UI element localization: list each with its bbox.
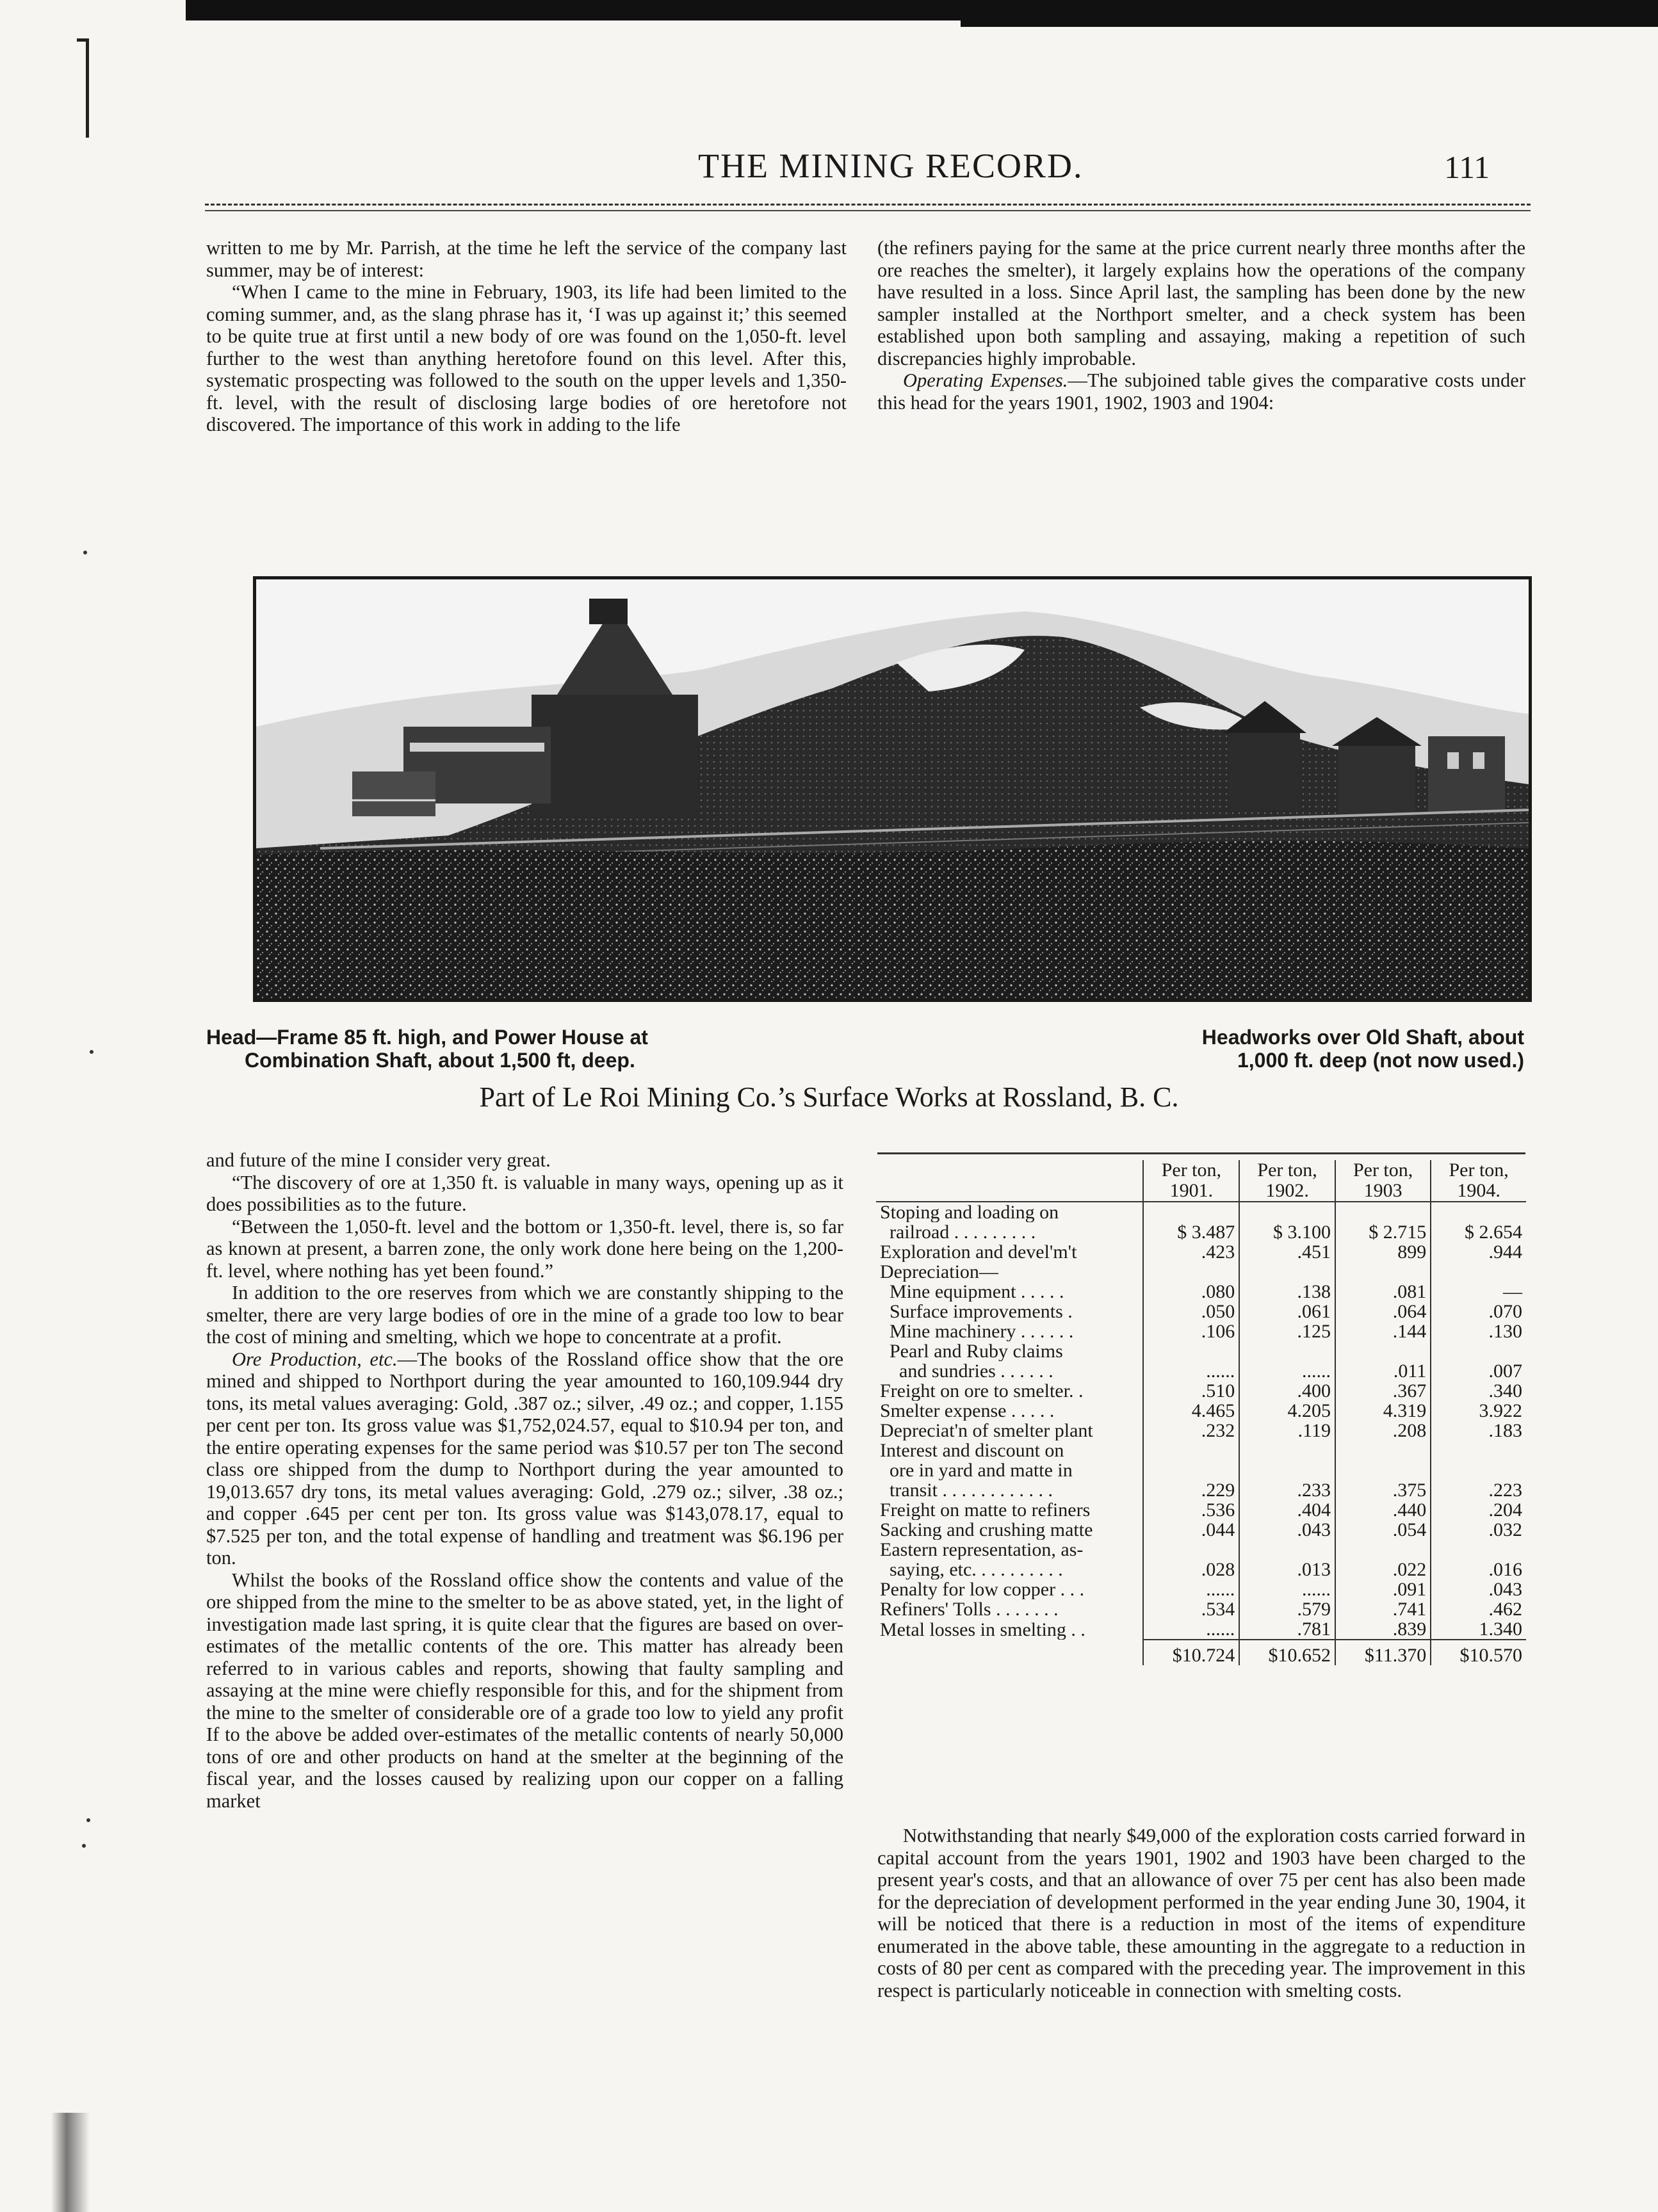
paragraph: “The discovery of ore at 1,350 ft. is valuable in many ways, opening up as it does possibilities as to the future. <box>206 1171 843 1215</box>
table-row <box>876 1579 1526 1599</box>
cell-value <box>1239 1441 1335 1460</box>
scan-top-edge <box>186 0 1658 20</box>
cell-value <box>1239 1540 1335 1560</box>
scan-speck <box>90 1050 93 1054</box>
table-row <box>876 1599 1526 1619</box>
section-heading: Operating Expenses. <box>903 369 1068 391</box>
scan-top-edge-lower <box>961 20 1658 27</box>
cell-value: .944 <box>1431 1242 1526 1262</box>
cell-value <box>1143 1262 1239 1282</box>
header-rule <box>205 204 1531 206</box>
table-row <box>876 1321 1526 1341</box>
cell-value <box>1431 1441 1526 1460</box>
scan-binding-shadow <box>51 2113 90 2212</box>
cell-value: .044 <box>1143 1520 1239 1540</box>
cell-value <box>1335 1262 1431 1282</box>
table-row <box>876 1282 1526 1302</box>
cell-value: .204 <box>1431 1500 1526 1520</box>
cell-value: .144 <box>1335 1321 1431 1341</box>
table-row <box>876 1500 1526 1520</box>
row-label: Refiners' Tolls . . . . . . . <box>880 1599 1059 1619</box>
total-value: $10.724 <box>1143 1640 1239 1665</box>
table-row <box>876 1520 1526 1540</box>
paragraph: “Between the 1,050-ft. level and the bottom or 1,350-ft. level, there is, so far as known at present, a barren zone, the only work done here being on the 1,200-ft. level, where nothing has yet been found.” <box>206 1215 843 1282</box>
cell-value: 4.319 <box>1335 1401 1431 1421</box>
year-header: 1901. <box>1143 1181 1239 1202</box>
row-label: Penalty for low copper . . . <box>880 1579 1085 1599</box>
cell-value: 4.465 <box>1143 1401 1239 1421</box>
mine-surface-works-photo <box>253 576 1532 1002</box>
cell-value: .839 <box>1335 1619 1431 1640</box>
cell-value <box>1143 1441 1239 1460</box>
photo-caption-right: Headworks over Old Shaft, about 1,000 ft. deep (not now used.) <box>1201 1026 1524 1072</box>
table-row <box>876 1421 1526 1441</box>
table-row <box>876 1401 1526 1421</box>
row-label: Depreciation— <box>880 1262 998 1282</box>
cell-value: .223 <box>1431 1480 1526 1500</box>
cell-value: .054 <box>1335 1520 1431 1540</box>
right-column-bottom <box>877 1825 1525 2001</box>
cell-value: .367 <box>1335 1381 1431 1401</box>
table-row <box>876 1341 1526 1361</box>
cell-value: .229 <box>1143 1480 1239 1500</box>
photo-caption-left: Head—Frame 85 ft. high, and Power House at Combination Shaft, about 1,500 ft, deep. <box>206 1026 648 1072</box>
paragraph: (the refiners paying for the same at the price current nearly three months after the ore reaches the smelter), it largely explains how the operations of the company have resulted in a loss. Since April last, the sampling has been done by the new sampler installed at the Northport smelter, and a check system has been established upon both sampling and assaying, making a repetition of such discrepancies highly improbable. <box>877 237 1525 369</box>
cell-value: 1.340 <box>1431 1619 1526 1640</box>
cell-value: 4.205 <box>1239 1401 1335 1421</box>
cell-value: $ 3.100 <box>1239 1222 1335 1242</box>
running-header <box>0 146 1658 191</box>
cell-value <box>1431 1202 1526 1222</box>
cell-value: ...... <box>1143 1361 1239 1381</box>
table-row <box>876 1381 1526 1401</box>
photo-title: Part of Le Roi Mining Co.’s Surface Works at Rossland, B. C. <box>479 1081 1179 1113</box>
cell-value: 3.922 <box>1431 1401 1526 1421</box>
cell-value: .781 <box>1239 1619 1335 1640</box>
row-label: Mine machinery . . . . . . <box>880 1321 1074 1341</box>
cell-value <box>1431 1341 1526 1361</box>
table-row <box>876 1480 1526 1500</box>
table-row <box>876 1242 1526 1262</box>
year-header: 1903 <box>1335 1181 1431 1202</box>
cell-value: .340 <box>1431 1381 1526 1401</box>
cell-value: .050 <box>1143 1302 1239 1321</box>
cell-value: .400 <box>1239 1381 1335 1401</box>
page-number: 111 <box>1444 149 1490 185</box>
table-row <box>876 1202 1526 1222</box>
cell-value: — <box>1431 1282 1526 1302</box>
row-label: Depreciat'n of smelter plant <box>880 1421 1093 1441</box>
cell-value <box>1143 1202 1239 1222</box>
cell-value: $ 3.487 <box>1143 1222 1239 1242</box>
row-label: saying, etc. . . . . . . . . . <box>880 1560 1063 1579</box>
cell-value <box>1143 1540 1239 1560</box>
cell-value: .232 <box>1143 1421 1239 1441</box>
cell-value <box>1239 1262 1335 1282</box>
totals-row <box>876 1640 1526 1665</box>
cell-value: .011 <box>1335 1361 1431 1381</box>
cell-value: .183 <box>1431 1421 1526 1441</box>
cell-value <box>1335 1441 1431 1460</box>
photo-illustration <box>256 579 1529 999</box>
cell-value: .081 <box>1335 1282 1431 1302</box>
row-label: Freight on ore to smelter. . <box>880 1381 1084 1401</box>
cell-value: ...... <box>1239 1361 1335 1381</box>
table-rule-top <box>877 1152 1525 1154</box>
cell-value: .061 <box>1239 1302 1335 1321</box>
table-row <box>876 1441 1526 1460</box>
cell-value <box>1431 1262 1526 1282</box>
col-header: Per ton, <box>1143 1160 1239 1181</box>
cell-value: .375 <box>1335 1480 1431 1500</box>
row-label: Exploration and devel'm't <box>880 1242 1077 1262</box>
total-value: $11.370 <box>1335 1640 1431 1665</box>
row-label: and sundries . . . . . . <box>880 1361 1053 1381</box>
table-row <box>876 1560 1526 1579</box>
cell-value: .536 <box>1143 1500 1239 1520</box>
paragraph: written to me by Mr. Parrish, at the time he left the service of the company last summer, may be of interest: <box>206 237 847 281</box>
row-label: Interest and discount on <box>880 1441 1064 1460</box>
cell-value <box>1431 1540 1526 1560</box>
year-header: 1902. <box>1239 1181 1335 1202</box>
cell-value: .016 <box>1431 1560 1526 1579</box>
cell-value: .440 <box>1335 1500 1431 1520</box>
left-column-bottom <box>206 1149 843 1812</box>
right-column-top <box>877 237 1525 414</box>
cell-value: .208 <box>1335 1421 1431 1441</box>
cell-value: .741 <box>1335 1599 1431 1619</box>
paragraph: Whilst the books of the Rossland office show the contents and value of the ore shipped from the mine to the smelter to be as above stated, yet, in the light of investigation made last spring, it is quite clear that the figures are based on over-estimates of the metallic contents of the ore. This matter has already been referred to in various cables and reports, showing that faulty sampling and assaying at the mine were chiefly responsible for this, and for the shipment from the mine to the smelter of considerable ore of a grade too low to yield any profit If to the above be added over-estimates of the metallic contents of nearly 50,000 tons of ore and other products on hand at the smelter at the beginning of the fiscal year, and the losses caused by realizing upon our copper on a falling market <box>206 1569 843 1812</box>
cell-value: .022 <box>1335 1560 1431 1579</box>
paragraph: “When I came to the mine in February, 1903, its life had been limited to the coming summer, and, as the slang phrase has it, ‘I was up against it;’ this seemed to be quite true at first until a new body of ore was found on the 1,050-ft. level further to the west than anything heretofore found on this level. After this, systematic prospecting was followed to the south on the upper levels and 1,350-ft. level, with the result of disclosing large bodies of ore heretofore not discovered. The importance of this work in adding to the life <box>206 281 847 435</box>
scan-corner-mark <box>77 38 89 138</box>
row-label: Eastern representation, as- <box>880 1540 1084 1560</box>
cell-value: .106 <box>1143 1321 1239 1341</box>
cell-value <box>1335 1341 1431 1361</box>
cell-value: .423 <box>1143 1242 1239 1262</box>
col-header: Per ton, <box>1431 1160 1526 1181</box>
table-row <box>876 1540 1526 1560</box>
cell-value: .091 <box>1335 1579 1431 1599</box>
cell-value: .130 <box>1431 1321 1526 1341</box>
scan-speck <box>86 1818 90 1822</box>
cell-value: .119 <box>1239 1421 1335 1441</box>
paragraph: In addition to the ore reserves from which we are constantly shipping to the smelter, there are very large bodies of ore in the mine of a grade too low to bear the cost of mining and smelting, which we hope to concentrate at a profit. <box>206 1282 843 1348</box>
table-row <box>876 1222 1526 1242</box>
cell-value: .013 <box>1239 1560 1335 1579</box>
operating-expenses-paragraph: Operating Expenses.—The subjoined table gives the comparative costs under this head for the years 1901, 1902, 1903 and 1904: <box>877 369 1525 414</box>
cell-value: ...... <box>1143 1579 1239 1599</box>
cost-table-wrap <box>876 1160 1526 1665</box>
scan-speck <box>82 1844 86 1848</box>
table-row <box>876 1302 1526 1321</box>
cell-value: .043 <box>1239 1520 1335 1540</box>
row-label: ore in yard and matte in <box>880 1460 1073 1480</box>
cell-value: ...... <box>1239 1579 1335 1599</box>
cell-value: .007 <box>1431 1361 1526 1381</box>
cell-value <box>1239 1341 1335 1361</box>
row-label: Stoping and loading on <box>880 1202 1059 1222</box>
scan-speck <box>83 551 87 554</box>
cell-value: $ 2.715 <box>1335 1222 1431 1242</box>
table-row <box>876 1460 1526 1480</box>
left-column-top <box>206 237 847 436</box>
cell-value: .510 <box>1143 1381 1239 1401</box>
row-label: Sacking and crushing matte <box>880 1520 1093 1540</box>
cell-value: .462 <box>1431 1599 1526 1619</box>
cost-table <box>876 1160 1526 1665</box>
cell-value <box>1431 1460 1526 1480</box>
cell-value: .064 <box>1335 1302 1431 1321</box>
cell-value <box>1143 1341 1239 1361</box>
total-value: $10.570 <box>1431 1640 1526 1665</box>
cell-value <box>1239 1202 1335 1222</box>
cell-value: .028 <box>1143 1560 1239 1579</box>
cell-value: .125 <box>1239 1321 1335 1341</box>
cell-value: .032 <box>1431 1520 1526 1540</box>
cell-value <box>1335 1202 1431 1222</box>
cell-value: 899 <box>1335 1242 1431 1262</box>
cell-value: .451 <box>1239 1242 1335 1262</box>
cell-value <box>1239 1460 1335 1480</box>
cell-value: $ 2.654 <box>1431 1222 1526 1242</box>
row-label: railroad . . . . . . . . . <box>880 1222 1036 1242</box>
cell-value: .579 <box>1239 1599 1335 1619</box>
year-header: 1904. <box>1431 1181 1526 1202</box>
table-row <box>876 1619 1526 1640</box>
row-label: Freight on matte to refiners <box>880 1500 1091 1520</box>
row-label: Surface improvements . <box>880 1302 1073 1321</box>
cell-value: .080 <box>1143 1282 1239 1302</box>
ore-production-paragraph: Ore Production, etc.—The books of the Rossland office show that the ore mined and shipped to Northport during the year amounted to 160,109.944 dry tons, its metal values averaging: Gold, .387 oz.; silver, .49 oz.; and copper, 1.155 per cent per ton. Its gross value was $1,752,024.57, equal to $10.94 per ton, and the entire operating expenses for the same period was $10.57 per ton The second class ore shipped from the dump to Northport during the year amounted to 19,013.657 dry tons, its metal values averaging: Gold, .279 oz.; silver, .38 oz.; and copper .645 per cent per ton. Its gross value was $143,078.17, equal to $7.525 per ton, and the total expense of handling and treatment was $6.196 per ton. <box>206 1348 844 1569</box>
row-label: Mine equipment . . . . . <box>880 1282 1064 1302</box>
journal-title: THE MINING RECORD. <box>698 147 1084 185</box>
cell-value <box>1143 1460 1239 1480</box>
cell-value: ...... <box>1143 1619 1239 1640</box>
cell-value: .043 <box>1431 1579 1526 1599</box>
cell-value: .233 <box>1239 1480 1335 1500</box>
row-label: Metal losses in smelting . . <box>880 1619 1085 1640</box>
table-row <box>876 1262 1526 1282</box>
cell-value <box>1335 1460 1431 1480</box>
section-heading: Ore Production, etc. <box>232 1348 398 1370</box>
table-row <box>876 1361 1526 1381</box>
cell-value <box>1335 1540 1431 1560</box>
col-header: Per ton, <box>1335 1160 1431 1181</box>
paragraph: Notwithstanding that nearly $49,000 of the exploration costs carried forward in capital account from the years 1901, 1902 and 1903 have been charged to the present year's costs, and that an allowance of over 75 per cent has also been made for the depreciation of development performed in the year ending June 30, 1904, it will be noticed that there is a reduction in most of the items of expenditure enumerated in the above table, these amounting in the aggregate to a reduction in costs of 80 per cent as compared with the preceding year. The improvement in this respect is particularly noticeable in connection with smelting costs. <box>877 1825 1525 2001</box>
cell-value: .138 <box>1239 1282 1335 1302</box>
row-label: Smelter expense . . . . . <box>880 1401 1055 1421</box>
cell-value: .404 <box>1239 1500 1335 1520</box>
cell-value: .070 <box>1431 1302 1526 1321</box>
header-rule-2 <box>205 210 1531 211</box>
cell-value: .534 <box>1143 1599 1239 1619</box>
paragraph: and future of the mine I consider very great. <box>206 1149 551 1171</box>
row-label: Pearl and Ruby claims <box>880 1341 1063 1361</box>
total-value: $10.652 <box>1239 1640 1335 1665</box>
col-header: Per ton, <box>1239 1160 1335 1181</box>
row-label: transit . . . . . . . . . . . . <box>880 1480 1053 1500</box>
